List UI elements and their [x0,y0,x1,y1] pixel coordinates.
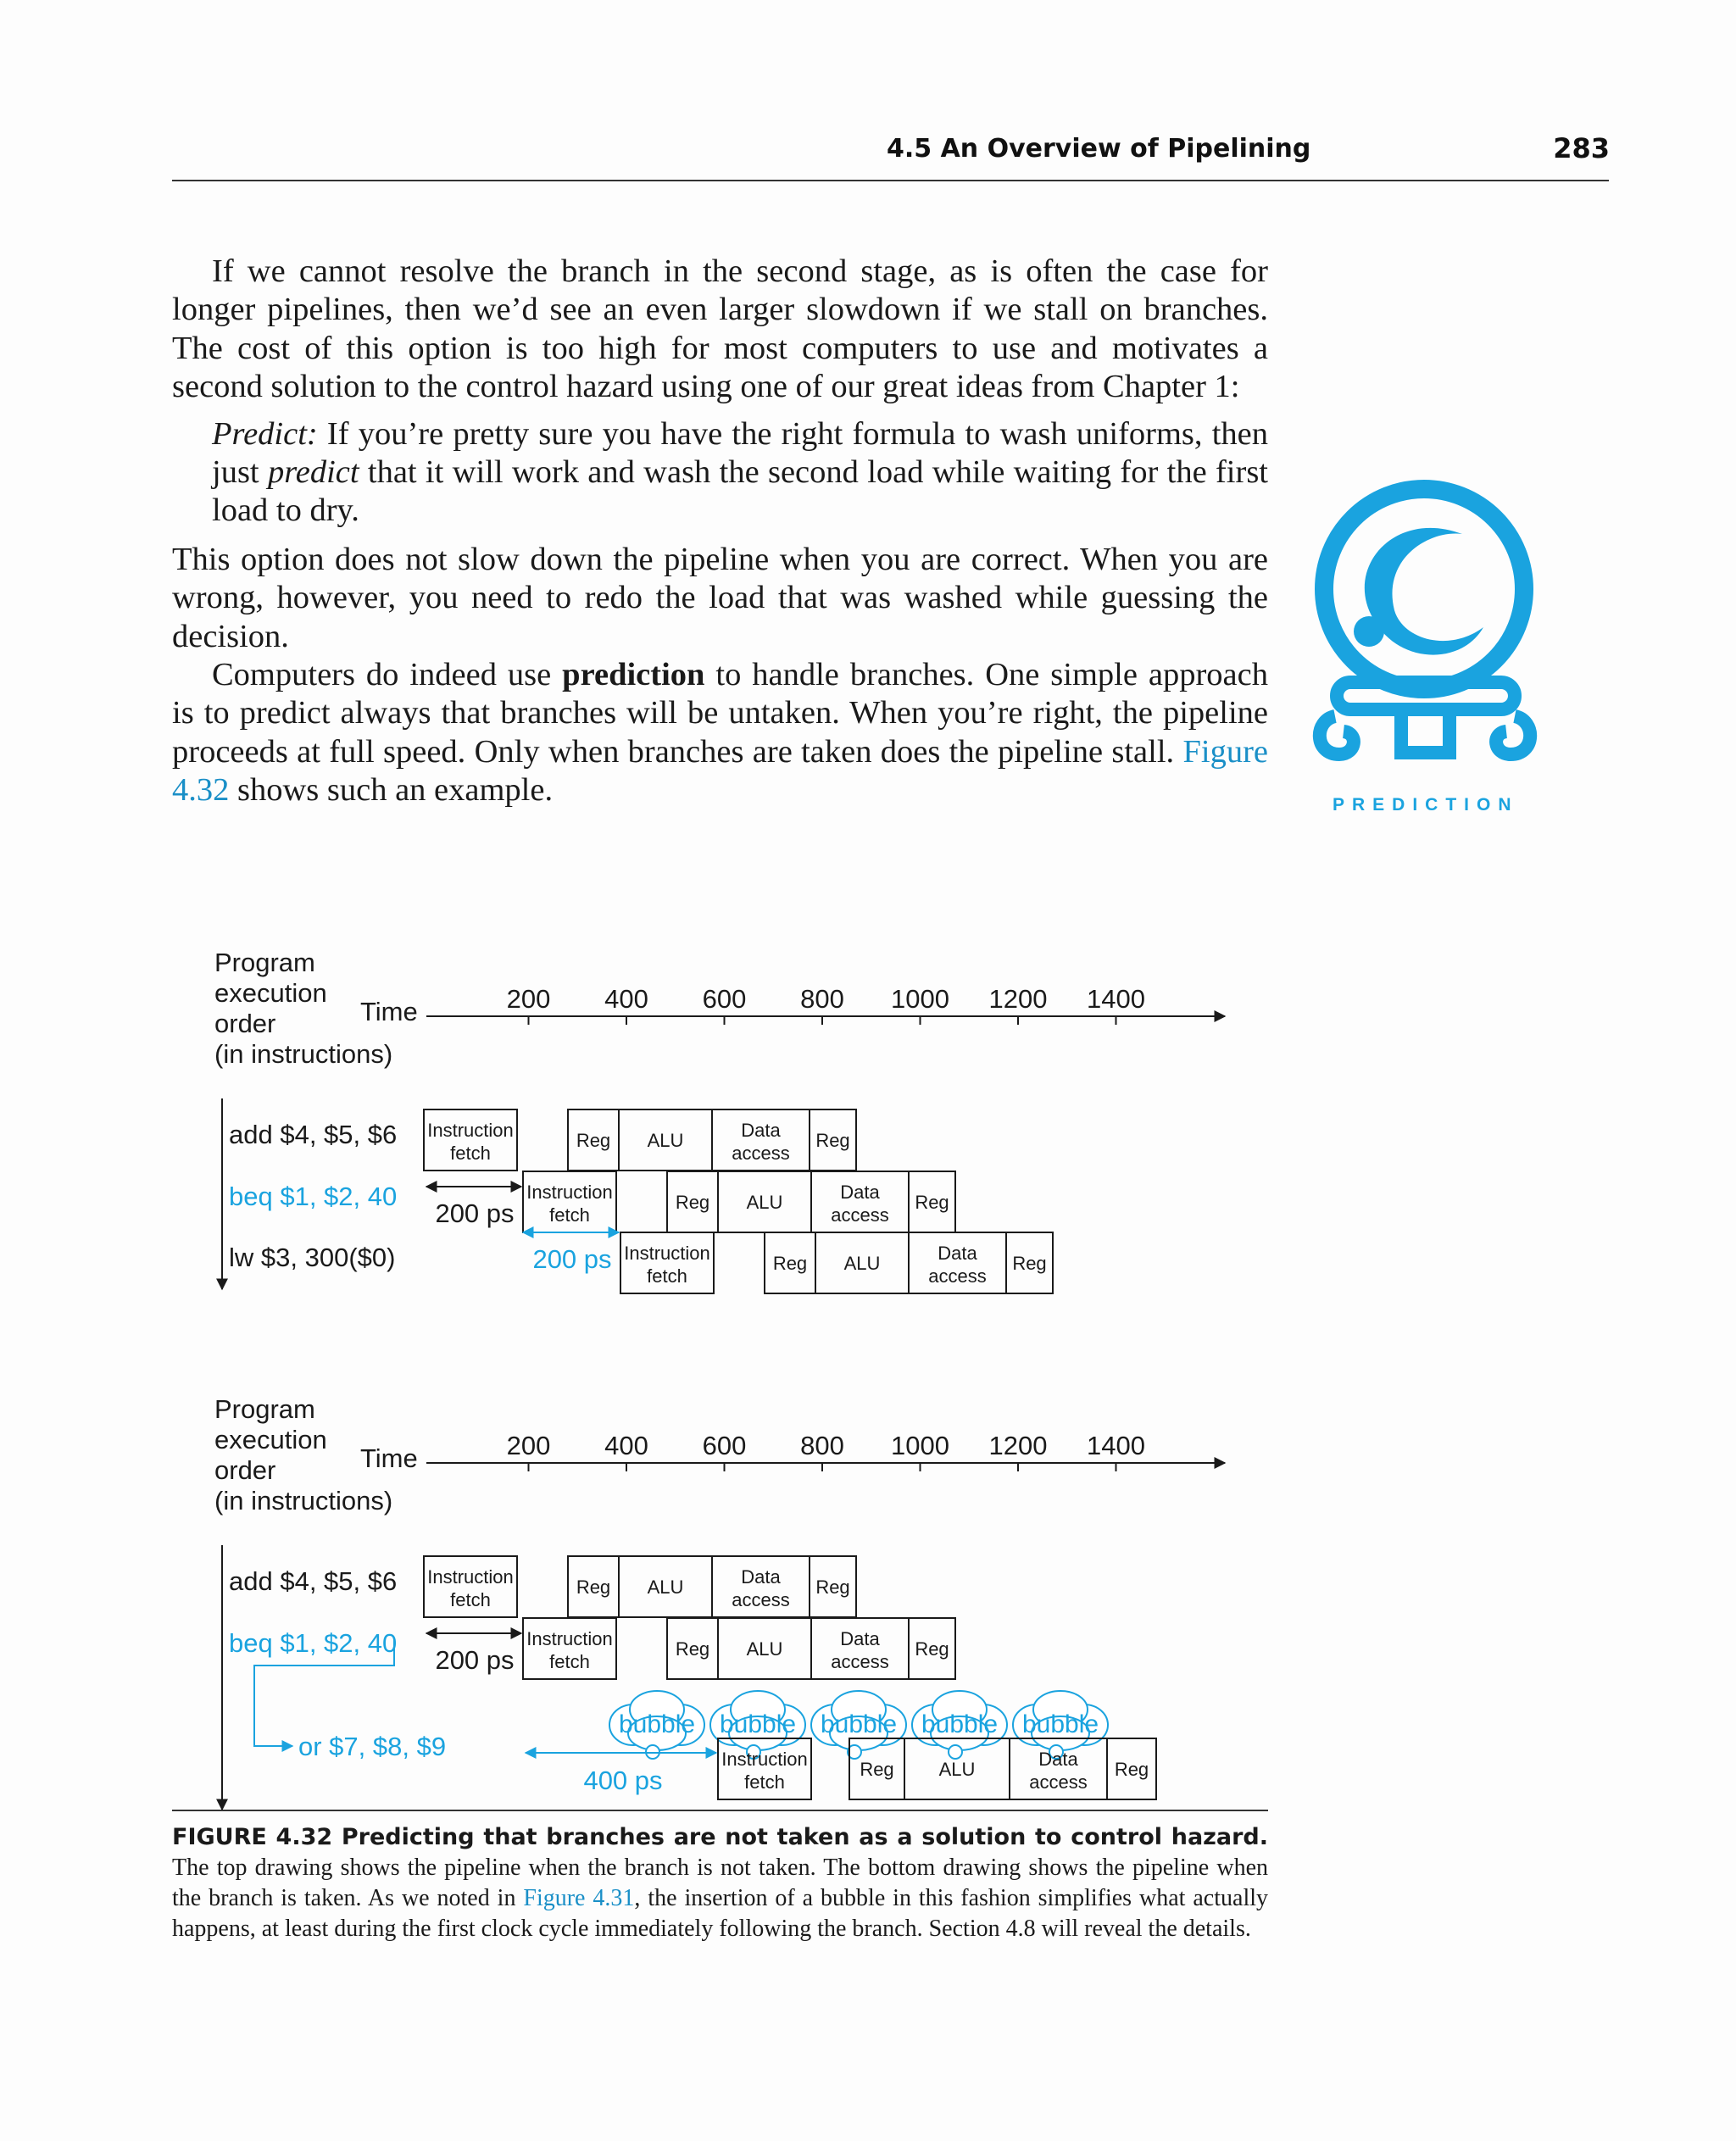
bubble-1-label: bubble [719,1710,797,1738]
tick-label-600: 600 [702,1431,747,1460]
lane-2-alu-label: ALU [746,1192,783,1213]
lane-1-data-access-label-2: access [732,1143,790,1164]
bubble-3-label: bubble [921,1710,999,1738]
lane-2-data-access-label-1: Data [840,1182,880,1203]
caption-figure-link[interactable]: Figure 4.31 [523,1885,635,1911]
lane-2-reg-read-label: Reg [675,1638,710,1660]
tick-label-1200: 1200 [988,984,1048,1014]
lane-1-alu-label: ALU [647,1130,684,1151]
caption-label: FIGURE 4.32 Predicting that branches are not taken as a solution to control hazard. [172,1824,1268,1850]
lane-2-data-access-label-1: Data [840,1628,880,1649]
caption-rule [172,1810,1268,1811]
order-label-1: execution [214,978,327,1008]
order-label-0: Program [214,948,315,977]
lane-3-ifetch-label-1: Instruction [721,1749,808,1770]
lane-1-data-access-label-2: access [732,1589,790,1610]
lane-3-data-access-label-1: Data [938,1243,977,1264]
para3-text-a: Computers do indeed use [212,657,563,693]
delay-label-1: 200 ps [435,1198,515,1228]
order-label-3: (in instructions) [214,1486,393,1515]
lane-3-ifetch-label-2: fetch [647,1265,687,1287]
lane-2-ifetch-label-2: fetch [549,1204,590,1226]
figure-caption [172,1822,1268,1944]
delay-label-2: 200 ps [532,1244,612,1274]
tick-label-400: 400 [604,984,648,1014]
quote-label: Predict: [212,415,318,452]
lane-2-reg-write-label: Reg [915,1638,949,1660]
lane-3-data-access-label-2: access [1029,1771,1088,1793]
delay-label-2: 400 ps [583,1766,663,1795]
lane-2-reg-write-label: Reg [915,1192,949,1213]
tick-label-400: 400 [604,1431,648,1460]
lane-2-ifetch-label-2: fetch [549,1651,590,1672]
tick-label-1000: 1000 [891,984,949,1014]
lane-3-alu-label: ALU [843,1253,881,1274]
time-label: Time [360,997,418,1026]
order-label-1: execution [214,1425,327,1454]
figure-link[interactable]: Figure 4.32 [172,733,1268,809]
paragraph-2: This option does not slow down the pipeline when you are correct. When you are wrong, however, you need to redo the load that was washed while guessing the decision. [172,541,1268,654]
delay-label-1: 200 ps [435,1645,515,1675]
lane-2-data-access-label-2: access [831,1204,889,1226]
lane-2-ifetch-label-1: Instruction [526,1628,613,1649]
order-label-0: Program [214,1394,315,1424]
lane-1-ifetch-label-1: Instruction [427,1566,514,1588]
order-label-2: order [214,1009,276,1038]
lane-2-alu-label: ALU [746,1638,783,1660]
bubble-4-label: bubble [1021,1710,1099,1738]
lane-1-reg-read-label: Reg [576,1577,611,1598]
order-label-3: (in instructions) [214,1039,393,1069]
bubble-0-label: bubble [618,1710,696,1738]
tick-label-800: 800 [800,1431,844,1460]
tick-label-200: 200 [506,1431,551,1460]
instruction-0: add $4, $5, $6 [229,1566,398,1596]
tick-label-800: 800 [800,984,844,1014]
time-label: Time [360,1443,418,1473]
lane-3-reg-write-label: Reg [1114,1759,1149,1780]
tick-label-600: 600 [702,984,747,1014]
lane-3-data-access-label-2: access [928,1265,987,1287]
quote-text-1: If you’re pretty sure you have the right formula to wash uniforms, then just [212,415,1268,491]
lane-1-reg-write-label: Reg [815,1577,850,1598]
lane-3-alu-label: ALU [938,1759,976,1780]
section-title: 4.5 An Overview of Pipelining [887,134,1311,164]
lane-2-data-access-label-2: access [831,1651,889,1672]
lane-3-ifetch-label-2: fetch [744,1771,785,1793]
page-number: 283 [1553,132,1610,164]
caption-text-a: The top drawing shows the pipeline when the branch is not taken. The bottom drawing shows the pipeline when the branch is taken. As we noted in [172,1855,1268,1911]
instruction-2: lw $3, 300($0) [229,1243,396,1272]
lane-1-data-access-label-1: Data [741,1120,781,1141]
tick-label-1200: 1200 [988,1431,1048,1460]
quote-text-2: that it will work and wash the second load while waiting for the first load to dry. [212,454,1268,529]
lane-2-reg-read-label: Reg [675,1192,710,1213]
margin-label: PREDICTION [1333,795,1519,815]
quote-italic: predict [267,454,359,491]
tick-label-1000: 1000 [891,1431,949,1460]
instruction-2: or $7, $8, $9 [298,1732,447,1761]
paragraph-1: If we cannot resolve the branch in the second stage, as is often the case for longer pipelines, then we’d see an even larger slowdown if we stall on branches. The cost of this option is too high for most computers to use and motivates a second solution to the control hazard using one of our great ideas from Chapter 1: [172,253,1268,405]
order-label-2: order [214,1455,276,1485]
lane-1-reg-write-label: Reg [815,1130,850,1151]
para3-bold: prediction [562,657,705,693]
caption-text-b: , the insertion of a bubble in this fashion simplifies what actually happens, at least during the first clock cycle immediately following the branch. Section 4.8 will reveal the details. [172,1885,1268,1942]
tick-label-200: 200 [506,984,551,1014]
lane-1-alu-label: ALU [647,1577,684,1598]
instruction-1: beq $1, $2, 40 [229,1628,398,1658]
para3-text-c: shows such an example. [229,772,554,809]
lane-3-ifetch-label-1: Instruction [624,1243,710,1264]
lane-3-reg-read-label: Reg [860,1759,894,1780]
lane-3-reg-write-label: Reg [1012,1253,1047,1274]
lane-1-ifetch-label-1: Instruction [427,1120,514,1141]
tick-label-1400: 1400 [1087,1431,1145,1460]
lane-2-ifetch-label-1: Instruction [526,1182,613,1203]
instruction-1: beq $1, $2, 40 [229,1182,398,1211]
bubble-2-label: bubble [820,1710,898,1738]
tick-label-1400: 1400 [1087,984,1145,1014]
lane-1-ifetch-label-2: fetch [450,1589,491,1610]
lane-1-ifetch-label-2: fetch [450,1143,491,1164]
lane-3-data-access-label-1: Data [1038,1749,1078,1770]
lane-1-reg-read-label: Reg [576,1130,611,1151]
instruction-0: add $4, $5, $6 [229,1120,398,1149]
para3-text-b: to handle branches. One simple approach is to predict always that branches will be untaken. When you’re right, the pipeline proceeds at full speed. Only when branches are taken does the pipeline stall. [172,657,1268,770]
lane-3-reg-read-label: Reg [772,1253,808,1274]
bubble-3-tail [949,1745,962,1759]
lane-1-data-access-label-1: Data [741,1566,781,1588]
